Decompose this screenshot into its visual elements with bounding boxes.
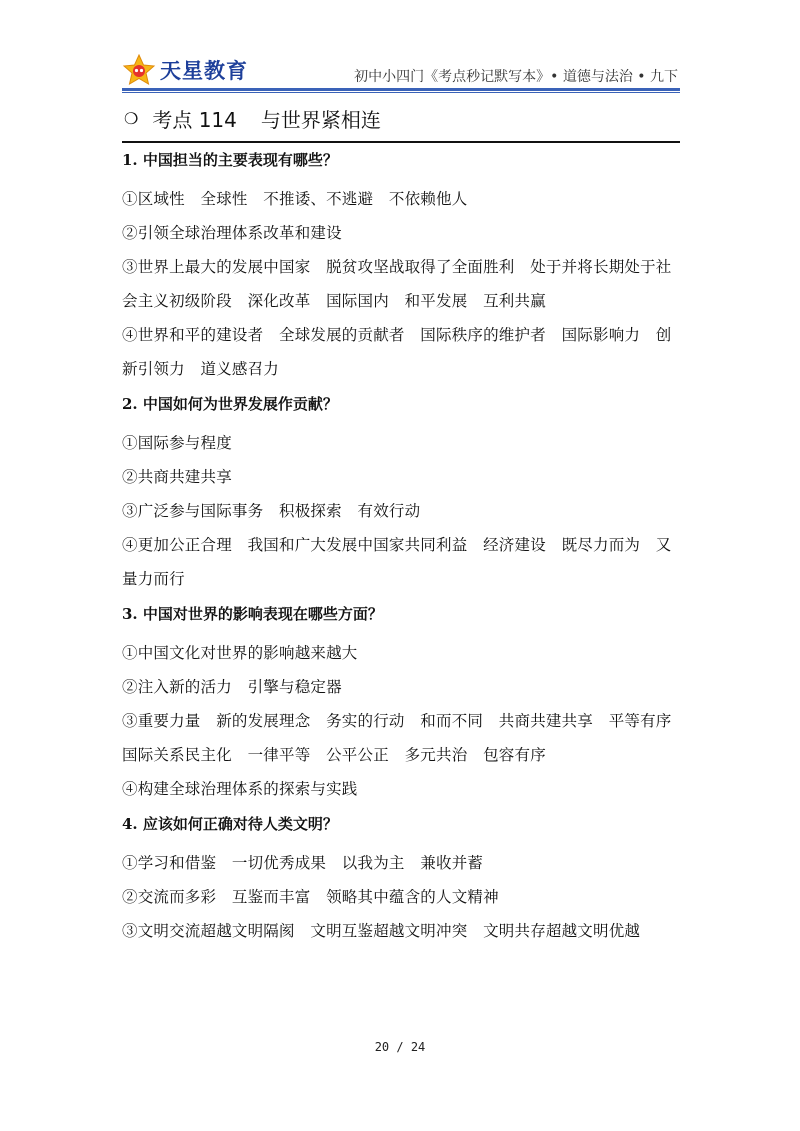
logo-text: 天星教育 bbox=[160, 59, 248, 83]
answer-item: ③广泛参与国际事务 积极探索 有效行动 bbox=[122, 502, 421, 520]
circle-bullet-icon: ❍ bbox=[124, 108, 139, 128]
question-block bbox=[122, 148, 682, 386]
answer-item: ②引领全球治理体系改革和建设 bbox=[122, 224, 342, 242]
header-rule-thin bbox=[122, 92, 680, 93]
answer-item: ③重要力量 新的发展理念 务实的行动 和而不同 共商共建共享 平等有序 国际关系民主化 一律平等 公平公正 多元共治 包容有序 bbox=[122, 712, 688, 764]
question-block bbox=[122, 812, 682, 948]
section-label: 考点 114 bbox=[152, 107, 237, 132]
question-title: 1. 中国担当的主要表现有哪些？ bbox=[122, 151, 338, 169]
header-title: 初中小四门《考点秒记默写本》• 道德与法治 • 九下 bbox=[354, 69, 678, 85]
answer-item: ②注入新的活力 引擎与稳定器 bbox=[122, 678, 342, 696]
answer-item: ①区域性 全球性 不推诿、不逃避 不依赖他人 bbox=[122, 190, 468, 208]
page-number: 20 / 24 bbox=[374, 1040, 426, 1054]
answer-item: ②共商共建共享 bbox=[122, 468, 232, 486]
page-header bbox=[122, 52, 680, 92]
heading-rule bbox=[122, 141, 680, 143]
question-block bbox=[122, 602, 688, 806]
answer-item: ④世界和平的建设者 全球发展的贡献者 国际秩序的维护者 国际影响力 创新引领力 道义感召力 bbox=[122, 326, 672, 378]
header-rule bbox=[122, 88, 680, 91]
answer-item: ③世界上最大的发展中国家 脱贫攻坚战取得了全面胜利 处于并将长期处于社会主义初级阶段 深化改革 国际国内 和平发展 互利共赢 bbox=[122, 258, 672, 310]
question-title: 4. 应该如何正确对待人类文明？ bbox=[122, 815, 338, 833]
brand-logo bbox=[122, 54, 248, 86]
answer-item: ④构建全球治理体系的探索与实践 bbox=[122, 780, 358, 798]
section-topic: 与世界紧相连 bbox=[260, 107, 381, 132]
answer-item: ①学习和借鉴 一切优秀成果 以我为主 兼收并蓄 bbox=[122, 854, 484, 872]
answer-item: ②交流而多彩 互鉴而丰富 领略其中蕴含的人文精神 bbox=[122, 888, 499, 906]
question-title: 2. 中国如何为世界发展作贡献？ bbox=[122, 395, 338, 413]
answer-item: ①国际参与程度 bbox=[122, 434, 232, 452]
answer-item: ①中国文化对世界的影响越来越大 bbox=[122, 644, 358, 662]
star-logo-icon bbox=[122, 54, 156, 86]
section-heading bbox=[122, 98, 680, 138]
answer-item: ③文明交流超越文明隔阂 文明互鉴超越文明冲突 文明共存超越文明优越 bbox=[122, 922, 641, 940]
answer-item: ④更加公正合理 我国和广大发展中国家共同利益 经济建设 既尽力而为 又量力而行 bbox=[122, 536, 672, 588]
question-block bbox=[122, 392, 682, 596]
question-list bbox=[122, 148, 688, 954]
question-title: 3. 中国对世界的影响表现在哪些方面？ bbox=[122, 605, 383, 623]
